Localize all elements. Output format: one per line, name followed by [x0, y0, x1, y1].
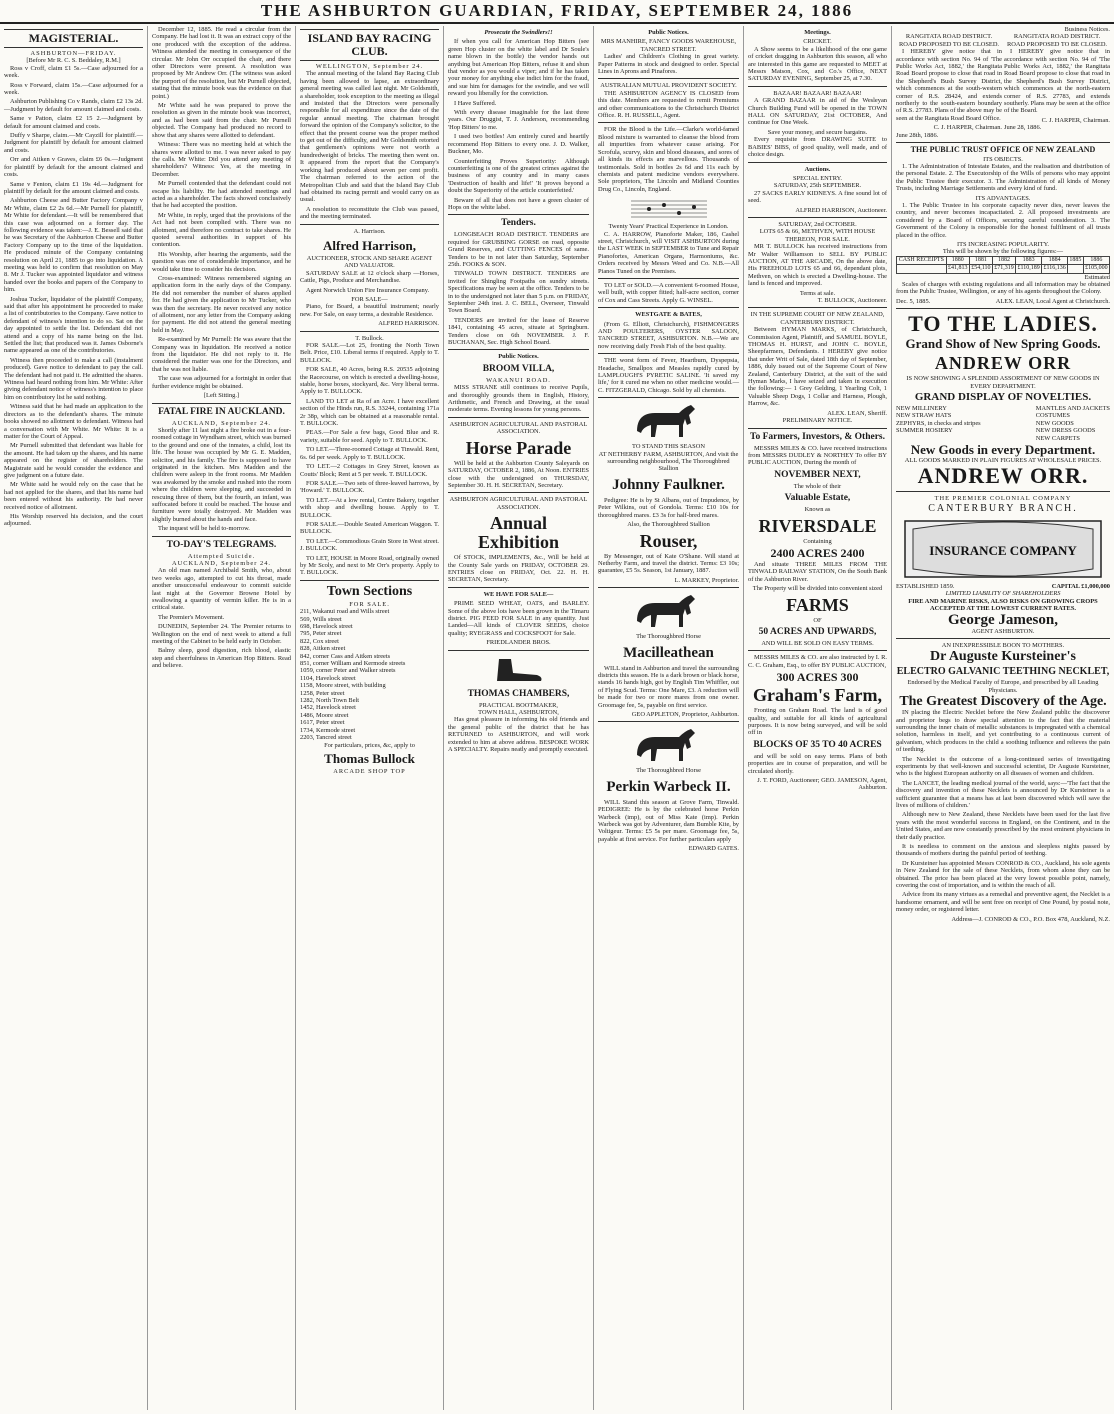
magisterial-bracket: [Before Mr R. C. S. Beddaley, R.M.] [26, 57, 121, 65]
telegrams-heading: TO-DAY'S TELEGRAMS. [166, 539, 277, 550]
fifty-acres: 50 ACRES AND UPWARDS, [758, 626, 877, 637]
whole-of-their: The whole of their [793, 482, 842, 490]
bazaar-body: A GRAND BAZAAR in aid of the Wesleyan Church Building Fund will be opened in the TOWN HALL ON SATURDAY, 21st OCTOBER, And continue for One Week. [748, 97, 887, 127]
section-item: 1452, Havelock street [300, 704, 356, 712]
paragraph: Mr Purnell submitted that defendant was liable for the amount. He had taken up the shares, and his name appeared on the register of shareholders. The Magistrate said he would consider the evidence and give judgment on a future date. [4, 442, 143, 479]
column-4 [444, 26, 594, 1410]
paragraph: The Necklet is the outcome of a long-continued series of investigating experiments by that well-known and successful scientist, Dr Auguste Kursteiner, who is the highest European authority on all diseases of women and children. [896, 755, 1110, 778]
paragraph: Same v Fenton, claim £1 19s 4d.—Judgment for plaintiff by default for the amount claimed and costs. [4, 180, 143, 195]
macil-sign: GEO APPLETON, Proprietor, Ashburton. [631, 710, 739, 718]
macil-heading: The Thoroughbred Horse [636, 633, 701, 641]
rangitata-a: RANGITATA ROAD DISTRICT. [905, 33, 993, 41]
easy-terms: AND WILL BE SOLD ON EASY TERMS. [761, 639, 874, 647]
rouser-sign: L. MARKEY, Proprietor. [674, 576, 739, 584]
bazaar-body2: Every requisite from DRAWING SUITE to BABIES' BIBS, of good quality, well made, and of choice design. [748, 136, 887, 159]
paragraph: Mr White said he was prepared to prove the resolution as given in the minute book was incorrect, and as had been said from the chair. Mr Purnell objected. The Company had produced no record to show that any shares were allotted to defendant. [152, 102, 291, 139]
tender-item: TENDERS are invited for the lease of Reserve 1841, containing 45 acres, situate at Springburn. Tenders close on 6th NOVEMBER. J. F. BUCHANAN, Sec. High School Board. [448, 316, 589, 347]
paragraph: Duffy v Sharpe, claim.—Mr Cayzill for plaintiff.—Judgment for plaintiff by default for amount claimed and costs. [4, 132, 143, 154]
fire-heading: FATAL FIRE IN AUCKLAND. [158, 406, 285, 417]
paragraph: His Worship, after hearing the arguments, said the question was one of considerable importance, and he would take time to consider his decision. [152, 250, 291, 273]
wheat-heading: WE HAVE FOR SALE— [483, 590, 554, 598]
stand-heading: TO STAND THIS SEASON [632, 443, 705, 451]
receipts-year: 1884 [1042, 256, 1068, 264]
horse-icon [629, 725, 709, 765]
column-5 [594, 26, 744, 1410]
road-notice-a [896, 33, 1002, 139]
receipts-value: £71,319 [994, 265, 1014, 272]
divide: The Property will be divided into convenient sized [752, 585, 883, 593]
every-department: New Goods in every Department. [910, 442, 1096, 458]
novelty-item: NEW DRESS GOODS [1035, 427, 1096, 435]
pop-sign: ALEX. LEAN, Local Agent at Christchurch. [995, 297, 1110, 305]
limited-liability: LIMITED LIABILITY OF SHAREHOLDERS [945, 590, 1061, 598]
receipts-value [1068, 265, 1083, 273]
perkin-body: WILL Stand this season at Grove Farm, Tinwald. PEDIGREE: He is by the celebrated horse Perkin Warbeck (imp), out of Miss Kate (imp). Perkin Warbeck was got by Adventurer, dam Bumble Kite, by Voltigeur. Terms: £5 5s per mare. Groomage fee, 5s, payable at first service. For further particulars apply [598, 798, 739, 843]
harrison-name: Alfred Harrison, [323, 237, 416, 253]
receipts-year: 1880 [946, 256, 969, 264]
known-as: Known as [804, 506, 831, 514]
auctions-heading: Auctions. [804, 165, 831, 173]
novelties-heading: GRAND DISPLAY OF NOVELTIES. [914, 391, 1092, 404]
paragraph: DUNEDIN, September 24. The Premier returns to Wellington on the end of next week to attend a full meeting of the Cabinet to be held early in October. [152, 623, 291, 646]
bullock-item: TO LET.—2 Cottages in Grey Street, known as Coutts' Block; Rent at 5 per week. T. BULLOCK. [300, 463, 439, 478]
macil-body: WILL stand in Ashburton and travel the surrounding districts this season. He is a dark brown or black horse, stands 16 hands high, got by English Tim Whiffler, out of Flying Scud. Terms: One Mare, £3. A reduction will be made for two or more mares from one owner. Groomage fee, 5s, payable on first service. [598, 664, 739, 709]
harrison-sale: SATURDAY SALE at 12 o'clock sharp —Horses, Cattle, Pigs, Produce and Merchandise. [300, 269, 439, 285]
court-heading: IN THE SUPREME COURT OF NEW ZEALAND, CANTERBURY DISTRICT. [750, 311, 885, 326]
paragraph: Mr White, in reply, urged that the provisions of the Act had not been complied with. There was no allotment, and therefore no contract to take shares. He quoted several authorities in support of his contention. [152, 211, 291, 249]
bullock-item: TO LET.—At a low rental, Centre Bakery, together with shop and dwelling house. Apply to T. BULLOCK. [300, 496, 439, 519]
receipts-value: £116,136 [1043, 265, 1066, 272]
premier-heading: THE PREMIER COLONIAL COMPANY [934, 495, 1072, 503]
special-entry: SPECIAL ENTRY. [792, 174, 842, 182]
section-item: 1104, Havelock street [300, 674, 356, 682]
section-item: 851, corner William and Kermode streets [300, 660, 406, 668]
music-score-icon [629, 197, 709, 219]
paragraph: Ashburton Publishing Co v Rands, claim £2 13s 2d.—Judgment by default for amount claimed and costs. [4, 98, 143, 113]
harrison-sign: ALFRED HARRISON. [378, 320, 439, 328]
broom-sub: WAKANUI ROAD. [486, 376, 551, 384]
bullock-terms: Terms at sale. [799, 289, 836, 297]
kidneys-sign: ALFRED HARRISON, Auctioneer. [795, 206, 887, 214]
section-item: 569, Wills street [300, 615, 342, 623]
exhibition-body: Of STOCK, IMPLEMENTS, &c., Will be held at the County Sale yards on FRIDAY, OCTOBER 29. ENTRIES close on FRIDAY, Oct. 22. H. H. SECRETAN, Secretary. [448, 554, 589, 584]
farms: FARMS [786, 594, 849, 615]
harrison-items: Piano, for Board, a beautiful instrument; nearly new. For Sale, on easy terms, a desirable Residence. [300, 303, 439, 318]
novelty-item: MANTLES AND JACKETS [1035, 405, 1110, 413]
chambers-role: PRACTICAL BOOTMAKER, [479, 701, 558, 709]
bazaar-tag: Save your money, and secure bargains. [767, 128, 868, 136]
bullock-heading: T. Bullock. [355, 334, 384, 342]
established-row [896, 583, 1110, 590]
preliminary-notice: PRELIMINARY NOTICE. [782, 417, 853, 425]
aandp-heading: ASHBURTON AGRICULTURAL AND PASTORAL ASSOCIATION. [449, 420, 588, 436]
paragraph: December 12, 1885. He read a circular from the Company. He had lost it. It was an extract copy of the one produced with the exception of the address. Witness attended the meeting in consequence of the circular. Mr John Orr occupied the chair, and there other Directors were present. A resolution was proposed by Mr Andrew Orr. (The witness was asked the purport of the resolution, but Mr Purnell objected, stating that the minute book was the evidence on that point.) [152, 26, 291, 100]
section-item: 211, Wakanui road and Wills street [300, 608, 390, 616]
necklet-heading: ELECTRO GALVANIC TEETHING NECKLET, [896, 666, 1110, 678]
sat-2: SATURDAY, 2nd OCTOBER. [778, 220, 857, 228]
boot-icon [489, 655, 549, 685]
fire-body [152, 427, 291, 533]
section-item: 1059, corner Peter and Walker streets [300, 667, 396, 675]
receipts-year: 1882 [992, 256, 1015, 264]
established: ESTABLISHED 1859. [896, 582, 955, 590]
objects-body: 1. The Administration of Intestate Estates, and the realisation and distribution of the personal Estate. 2. The Executorship of the Wills of persons who may appoint the Public Trustee their executor. 3. The Administration of all kinds of Money Trusts, including Marriage Settlements and every kind of fund. [896, 162, 1110, 193]
receipts-note: Estimated [1084, 273, 1110, 281]
exhibition-heading: Annual Exhibition [477, 513, 560, 553]
masthead: THE ASHBURTON GUARDIAN, FRIDAY, SEPTEMBER 24, 1886 [0, 0, 1114, 24]
section-item: 1258, Peter street [300, 689, 345, 697]
harrison-agent: A. Harrison. [353, 227, 386, 235]
chambers-body: Has great pleasure in informing his old friends and the general public of the district that he has RETURNED to ASHBURTON, and will work extended to him at above address. BESPOKE WORK A SPECIALTY. Repairs neatly and promptly executed. [448, 716, 589, 754]
column-1 [0, 26, 148, 1410]
paragraph: The annual meeting of the Island Bay Racing Club having been allowed to lapse, an extraordinary general meeting was called last night. Mr Goldsmith, a shareholder, took exception to the meeting as illegal and insisted that the Directors were personally responsible for all expenditure since the date of the regular annual meeting. The chairman brought forward the opinion of the Company's solicitor, to the effect that the present course was the proper method to get out of the difficulty, and Mr Goldsmith retorted that gentlemen's opinions were not worth a hundredweight of bricks. The meeting then went on. It appeared from the report that the Company's working had produced about seven per cent profit. The chairman referred to the action of the Metropolitan Club and said that the Island Bay Club had obtained its racing permit and would carry on as usual. [300, 70, 439, 204]
harper-a: C. J. HARPER, Chairman. [933, 124, 1002, 132]
jameson-name: George Jameson, [948, 611, 1058, 628]
novelties-right [1036, 405, 1110, 442]
novelty-item: ZEPHYRS, in checks and stripes [896, 419, 981, 427]
receipts-year: 1885 [1069, 256, 1082, 263]
paragraph: Witness: There was no meeting held at which the shares were allotted to me. I was never asked to pay the calls. Mr White: Did you attend any meeting of shareholders? Witness: Yes, at the meeting in December. [152, 141, 291, 178]
paragraph: The LANCET, the leading medical journal of the world, says:—'The fact that the discovery and invention of these Necklets is announced by Dr Kursteiner is a sufficient guarantee that a means has at last been discovered which will save the lives of millions of children.' [896, 779, 1110, 809]
receipts-table [896, 256, 1110, 274]
paragraph: Ashburton Cheese and Butter Factory Company v Mr White, claim £2 2s 6d.—Mr Purnell for plaintiff, Mr White for defendant.—It will be remembered that this case was adjourned on a former day. The following evidence was taken:—J. E. Bessell said that he was Secretary of the Ashburton Cheese and Butter Factory Company up to the time of the liquidation. He produced minute of the Company containing resolution on April 21, 1885 to go into liquidation. A meeting was held to confirm that resolution on May 8. Mr J. Tucker was appointed liquidator and witness handed over the books and papers of the Company to him. [4, 197, 143, 294]
paragraph: Mr White said he would rely on the case that he had not applied for the shares, and that his name had been entered without his authority. He had never received notice of allotment. [4, 481, 143, 511]
perkin-heading: The Thoroughbred Horse [636, 767, 701, 775]
rouser-body: By Messenger, out of Kate O'Shane. Will stand at Netherby Farm, and travel the district. Terms: £3 10s; guarantee, £5 5s. Season, 1st January, 1887. [598, 552, 739, 575]
tenders-body [448, 231, 589, 346]
telegrams-sub: Attempted Suicide. [187, 552, 256, 560]
aandp-heading-2: ASHBURTON AGRICULTURAL AND PASTORAL ASSOCIATION. [449, 496, 588, 511]
paragraph: Ross v Forward, claim 15s.—Case adjourned for a week. [4, 81, 143, 97]
paragraph: Witness said that he had made an application to the directors as to the defendant's shares. The minute books showed no allotment to defendant. Witness had a conversation with Mr White. Mr White: It is a matter for the Court of Appeal. [4, 403, 143, 440]
sections-list [300, 608, 439, 741]
paragraph: Joshua Tucker, liquidator of the plaintiff Company, said that after his appointment he proceeded to make a list of contributories to the Company. Gave notice to defendant of witness's intention to do so. Sat on the day appointed to settle the list. Defendant did not attend and a copy of his name being on the list. Settled the list; that produced was it. James Osborne's name appeared as one of the contributories. [4, 295, 143, 355]
paragraph: IN placing the Electric Necklet before the New Zealand public the discoverer and proprietor begs to draw special attention to the fact that the material surrounding the inner chain of metallic substances is impregnated with a chemical solution, harmless in itself, and yet contributing to a continuous current of galvanism, which produces in the child a soothing influence and relieves the pain of teething. [896, 709, 1110, 754]
hop-heading: Prosecute the Swindlers!! [484, 29, 553, 36]
bullock-auction-body: MR T. BULLOCK has received instructions from Mr Walter Williamson to SELL BY PUBLIC AUCTION, AT THE ARCADE, On the above date, His FREEHOLD LOTS 65 and 66, dependant plots, Methven, on which is erected a Dwelling-house. The land is fenced and improved. [748, 243, 887, 288]
bullock-item: FOR SALE, 40 Acres, being R.S. 20535 adjoining the Racecourse, on which is erected a dwelling-house, stable, horse boxes, stockyard, &c. Very liberal terms. Apply to T. BULLOCK. [300, 366, 439, 396]
wheat-sign: FRIEDLANDER BROS. [486, 639, 551, 647]
receipts-values-row [897, 265, 1110, 273]
andrew-orr: ANDREW ORR [934, 353, 1072, 374]
meetings-heading: Meetings. [804, 29, 831, 36]
bullock-item: TO LET.—Commodious Grain Store in West street. J. BULLOCK. [300, 537, 439, 553]
parade-body: Will be held at the Ashburton County Saleyards on SATURDAY, OCTOBER 2, 1886, At Noon. ENTRIES close with the undersigned on THURSDAY, September 30. H. H. SECRETAN, Secretary. [448, 459, 589, 489]
telegrams-body [152, 567, 291, 669]
kursteiner-heading: Dr Auguste Kursteiner's [930, 649, 1076, 665]
column-2 [148, 26, 296, 1410]
bullock-item: FOR SALE.—Double Seated American Waggon. T. BULLOCK. [300, 520, 439, 536]
pop-sign-row [896, 298, 1110, 305]
receipts-value: £41,813 [948, 265, 968, 272]
paragraph: The Premier's Movement. [158, 613, 225, 621]
road-closed-pair [896, 33, 1110, 139]
containing: Containing [803, 537, 832, 545]
paragraph: Although new to New Zealand, these Necklets have been used for the last five years with the most wonderful success in England, on the Continent, and in the United States, and are now constantly prescribed by the most eminent physicians in their daily practice. [896, 811, 1110, 841]
boon-heading: AN INEXPRESSIBLE BOON TO MOTHERS. [941, 641, 1065, 649]
grahams-farm: Graham's Farm, [753, 685, 882, 706]
magisterial-heading: MAGISTERIAL. [4, 29, 143, 48]
tender-item: LONGBEACH ROAD DISTRICT. TENDERS are required for GRUBBING GORSE on road, opposite Grand Reserves, and CUTTING FENCES of same. Tenders to be in not later than Saturday, September 25th. FOOKS & SON. [448, 231, 589, 268]
bullock-item: TO LET.—Three-roomed Cottage at Tinwald. Rent, 6s. 6d per week. Apply to T. BULLOCK. [300, 446, 439, 461]
insurance-logo-icon [903, 519, 1103, 579]
closed-body-a: I HEREBY give notice that in accordance with section No. 94 of 'The Public Works Act, 1882,' the Rangitata Road Board propose to close that road in the Shepherd's Bush Survey District, which commences at the south-western corner of R.S. 28424, and extends northerly to the south-eastern boundary of R.S. 27783. Plans of the above may be seen at the Rangitata Road Board Office. [896, 48, 1002, 122]
receipts-label: CASH RECEIPTS [897, 256, 947, 264]
let-body: TO LET or SOLD.—A convenient 6-roomed House, well built, with copper fitted; half-acre section, corner of Cox and Cass Streets. Apply G. WINSEL. [598, 281, 739, 304]
farmers-heading: To Farmers, Investors, & Others. [749, 431, 885, 442]
canterbury-branch: CANTERBURY BRANCH. [928, 502, 1078, 514]
paragraph: An old man named Archibald Smith, who, about two weeks ago, attempted to cut his throat, made another unsuccessful endeavour to commit suicide last night at the Governor Browne Hotel by swallowing a quantity of vermin killer. He is in a critical state. [152, 567, 291, 612]
paragraph: Advice from its many virtues as a remedial and preventive agent, the Necklet is a handsome ornament, and will be sent free on receipt of One Pound, by postal note, money order, or registered letter. [896, 891, 1110, 914]
harrow-heading: Twenty Years' Practical Experience in London. [608, 223, 729, 231]
lots-heading: LOTS 65 & 66, METHVEN, WITH HOUSE THEREON, FOR SALE. [759, 228, 876, 243]
receipts-year: 1881 [969, 256, 992, 264]
jameson-role: AGENT ASHBURTON. [971, 627, 1035, 635]
paragraph: Balmy sleep, good digestion, rich blood, elastic step and cheerfulness in American Hop Bitters. Read and believe. [152, 647, 291, 670]
novelty-item: NEW CARPETS [1035, 434, 1080, 442]
bullock-item: TO LET, HOUSE in Moore Road, originally owned by Mr Scoly, and next to Mr Orr's property. Apply to T. BULLOCK. [300, 554, 439, 577]
perkin-name: Perkin Warbeck II. [606, 778, 731, 795]
section-item: 1282, North Town Belt [300, 697, 360, 705]
rouser-name: Rouser, [639, 530, 698, 551]
bullock-auction-sign: T. BULLOCK, Auctioneer. [817, 297, 887, 304]
receipts-value: £110,189 [1017, 265, 1040, 272]
section-item: 1486, Moore street [300, 711, 349, 719]
necklet-body [896, 709, 1110, 914]
harrison-role: AUCTIONEER, STOCK AND SHARE AGENT AND VALUATOR. [306, 254, 433, 270]
sections-heading: Town Sections [326, 583, 413, 599]
notices-heading-4: Public Notices. [498, 353, 539, 361]
sections-sub: FOR SALE. [349, 600, 390, 608]
popularity-heading: ITS INCREASING POPULARITY. [956, 240, 1050, 248]
novelty-item: NEW STRAW HATS [896, 412, 952, 420]
paragraph: Re-examined by Mr Purnell: He was aware that the Company was in liquidation. He received a notice from the liquidator. He did not reply to it. He considered the matter was one for the Directors, and that he was not liable. [152, 336, 291, 373]
novelty-item: SUMMER HOSIERY [896, 427, 953, 435]
paragraph: Counterfeiting Proves Superiority: Although counterfeiting is one of the greatest crimes against the business of any country and in many cases 'Destruction of health and life!' 'It proves beyond a doubt the Superiority of the article counterfeited.' [448, 157, 589, 195]
situate: And situate THREE MILES FROM THE TINWALD RAILWAY STATION, On the South Bank of the Ashburton River. [748, 560, 887, 583]
advantages-heading: ITS ADVANTAGES. [975, 194, 1031, 202]
paragraph: With every disease imaginable for the last three years. Our Druggist, T. J. Anderson, recommending 'Hop Bitters' to me. [448, 109, 589, 131]
pop-footer: Scales of charges with existing regulations and all information may be obtained from the Public Trustee, Wellington, or any of his agents throughout the Colony. [896, 281, 1110, 296]
westgate-heading: WESTGATE & BATES, [635, 311, 702, 319]
court-body: Between HYMAN MARKS, of Christchurch, Commission Agent, Plaintiff, and SAMUEL BOYLE, THOMAS H. HURST, and JOHN C. BOYLE, Sheepfarmers, Defendants. I HEREBY give notice that under Writ of Sale, dated 18th day of September, 1886, duly issued out of the Supreme Court of New Zealand, Canterbury District, at the suit of the said Hyman Marks, I have seized and taken in execution the following:— 1 Grey Gelding, 1 Yearling Colt, 1 Valuable Sheep Dogs, 1 Collar and Harness, Plough, Harrow, &c. [748, 326, 887, 408]
novelty-item: NEW GOODS [1035, 419, 1074, 427]
acres-2400: 2400 ACRES 2400 [770, 545, 865, 560]
chambers-name: THOMAS CHAMBERS, [467, 688, 570, 699]
column-3 [296, 26, 444, 1410]
column-7 [892, 26, 1114, 1410]
orr-body: IS NOW SHOWING A SPLENDID ASSORTMENT OF NEW GOODS IN EVERY DEPARTMENT. [906, 375, 1100, 390]
novelties-list [896, 405, 1110, 442]
riversdale: RIVERSDALE [758, 515, 877, 536]
paragraph: Beware of all that does not have a green cluster of Hops on the white label. [448, 196, 589, 211]
bullock-item: FOR SALE.—Two sets of three-leaved harrows, by 'Howard.' T. BULLOCK. [300, 479, 439, 495]
section-item: 822, Cox street [300, 637, 339, 645]
faulkner-name: Johnny Faulkner. [612, 476, 725, 493]
paragraph: His Worship reserved his decision, and the court adjourned. [4, 512, 143, 528]
road-closed-a: ROAD PROPOSED TO BE CLOSED. [898, 40, 1000, 48]
parade-heading: Horse Parade [465, 437, 572, 458]
paragraph: Dr Kursteiner has appointed Messrs CONROD & CO., Auckland, his sole agents in New Zealand for the sale of these Necklets, from whom alone they can be obtained. The price has been placed at the very lowest possible point, namely, covering the cost of importation, and is within the reach of all. [896, 859, 1110, 890]
rangitata-b: RANGITATA ROAD DISTRICT. [1013, 33, 1101, 41]
harrow-body: C. A. HARROW, Pianoforte Maker, 186, Cashel street, Christchurch, will VISIT ASHBURTON during the LAST WEEK in SEPTEMBER to Tune and Repair Pianofortes, American Organs, Harmoniums, &c. Orders received by Messrs Weed and Co. N.B.—All Pianos Tuned on the Premises. [598, 230, 739, 275]
hop-body [448, 38, 589, 211]
kidneys-body: 27 SACKS EARLY KIDNEYS. A fine sound lot of seed. [748, 189, 887, 205]
trust-heading: THE PUBLIC TRUST OFFICE OF NEW ZEALAND [910, 145, 1096, 155]
horse-icon [629, 401, 709, 441]
objects-heading: ITS OBJECTS. [983, 155, 1023, 163]
macil-name: Macilleathean [623, 644, 714, 661]
rouser-heading: Also, the Thoroughbred Stallion [627, 521, 710, 529]
manhire-heading: MRS MANHIRE, FANCY GOODS WAREHOUSE, TANCRED STREET. [600, 38, 737, 53]
telegrams-dateline: AUCKLAND, September 24. [172, 560, 271, 567]
tenders-heading: Tenders. [501, 218, 536, 229]
novelty-item: COSTUMES [1035, 412, 1070, 420]
farmers-body: MESSRS MILES & CO. have received instructions from MESSRS DUDLEY & NORTHEY To offer BY PUBLIC AUCTION, During the month of [748, 444, 887, 467]
endorsed: Endorsed by the Medical Faculty of Europe, and prescribed by all Leading Physicians. [907, 679, 1099, 694]
bullock-item: LAND TO LET at Ra of an Acre. I have excellent section of the Hinds run, R.S. 33244, containing 171a 2r 38p, which can be obtained at a reasonable rental. T. BULLOCK. [300, 397, 439, 428]
receipts-blank [897, 265, 947, 273]
capital: CAPITAL £1,000,000 [1051, 582, 1110, 590]
road-closed-b: ROAD PROPOSED TO BE CLOSED. [1006, 40, 1108, 48]
receipts-value: £54,110 [971, 265, 991, 272]
cricket-heading: CRICKET. [803, 38, 832, 46]
club-heading: ISLAND BAY RACING CLUB. [300, 29, 439, 61]
popularity-sub: This will be shown by the following figures:— [942, 248, 1064, 256]
blocks-body: and will be sold on easy terms. Plans of both properties are in course of preparation, and will be circulated shortly. [748, 752, 887, 775]
date-a: June 28th, 1886. [896, 131, 939, 139]
broom-body: MISS STRANE still continues to receive Pupils, and thoroughly grounds them in English, History, Arithmetic, and French and Drawing, at the usual moderate terms. Evening lessons for young persons. [448, 384, 589, 414]
ladies-heading: TO THE LADIES. [908, 311, 1098, 337]
column-6 [744, 26, 892, 1410]
court-continued-body [152, 26, 291, 390]
bullock-item: PEAS.—For Sale a few bags, Good Blue and R. variety, suitable for seed. Apply to T. BULLOCK. [300, 429, 439, 444]
greatest-discovery: The Greatest Discovery of the Age. [899, 694, 1107, 710]
paragraph: Orr and Aitken v Graves, claim £6 0s.—Judgment for plaintiff by default for the amount claimed and costs. [4, 156, 143, 179]
advantages-body: 1. The Public Trustee in his corporate capacity never dies, never leaves the country, and never becomes incapacitated. 2. All proposed investments are considered by a Board of Officers, securing careful consideration. 3. The Government of the Colony is responsible for the honest fulfilment of all trusts placed in the office. [896, 201, 1110, 239]
paragraph: Witness then proceeded to make a call (instalment produced). Gave notice to defendant to pay the call. The defendant had not paid it. He admitted the shares. Witness had heard nothing from him. Mr White: After giving defendant notice of witness's intention to place him on contributory list he said nothing. [4, 356, 143, 401]
section-item: 1734, Kermode street [300, 726, 356, 734]
chambers-addr: TOWN HALL, ASHBURTON, [478, 709, 559, 716]
date-b: June 28, 1886. [1004, 124, 1042, 132]
closed-body-b: I HEREBY give notice that in accordance with section No. 94 of 'The Public Works Act, 1882,' the Rangitata Road Board propose to close that road in the Shepherd's Bush Survey District, which commences at the north-eastern corner of R.S. 27783, and extends southerly. Plans may be seen at the office of the Board. [1004, 48, 1110, 115]
section-item: 828, Aitken street [300, 645, 346, 653]
harrison-agency: Agent Norwich Union Fire Insurance Company. [306, 286, 430, 294]
club-body [300, 70, 439, 220]
paragraph: I used two bottles! Am entirely cured and heartily recommend Hop Bitters to every one. J. D. Walker, Buckner, Mo. [448, 133, 589, 156]
sections-addr: ARCADE SHOP TOP [333, 767, 406, 775]
harrison-forsale: FOR SALE— [351, 295, 388, 303]
conrod-address: Address—J. CONROD & CO., P.O. Box 478, Auckland, N.Z. [951, 915, 1110, 923]
faulkner-body: Pedigree: He is by St Albans, out of Impudence, by Peter Wilkins, out of Gondola. Terms: £10 10s for thoroughbred mares. £3 3s for half-bred mares. [598, 496, 739, 519]
november-next: NOVEMBER NEXT, [774, 469, 861, 480]
section-item: 698, Havelock street [300, 623, 353, 630]
paragraph: Ross v Croff, claim £1 5s.—Case adjourned for a week. [4, 64, 143, 80]
section-item: 2203, Tancred street [300, 734, 352, 742]
westgate-body: (From G. Elliott, Christchurch), FISHMONGERS AND POULTERERS, OYSTER SALOON, TANCRED STREET, ASHBURTON. N.B.—We are now receiving daily Fresh Fish of the best quality. [598, 320, 739, 350]
paragraph: Shortly after 11 last night a fire broke out in a four-roomed cottage in Wyndham street, which was burned to the ground and one of the inmates, a child, lost its life. The house was occupied by Mr G. E. Madden, solicitor, and his family. The fire is supposed to have originated in the kitchen. Mrs Madden and the children were asleep in the front rooms. Mr Madden was awakened by the smoke and rushed into the room where the children were sleeping, and succeeded in rescuing three of them, but the fourth, an infant, was suffocated before it could be reached. The house and furniture were totally destroyed. Mr Madden was slightly burned about the hands and face. [152, 426, 291, 523]
novelty-item: NEW MILLINERY [896, 405, 947, 413]
grand-show: Grand Show of New Spring Goods. [905, 336, 1101, 352]
left-sitting: [Left Sitting.] [203, 392, 240, 400]
notices-heading-5: Public Notices. [648, 29, 689, 36]
sections-footer: For particulars, prices, &c, apply to [324, 741, 415, 749]
broom-heading: BROOM VILLA, [482, 363, 555, 374]
manhire-body: Ladies' and Children's Clothing in great variety. Paper Patterns in stock and designed to order. Special Lines in Aprons and Pinafores. [598, 53, 739, 76]
bazaar-heading: BAZAAR! BAZAAR! BAZAAR! [773, 89, 862, 97]
paragraph: If when you call for American Hop Bitters (see green Hop cluster on the white label and Dr Soule's name blown in the bottle) the vendor hands out anything but American Hop Bitters, refuse it and shun that vendor as you would a viper; and if he has taken your money for anything else indict him for the fraud, and sue him for damages for the swindle, and we will reward you liberally for the conviction. [448, 38, 589, 98]
paragraph: It is needless to comment on the anxious and sleepless nights passed by thousands of mothers during the painful period of teething. [896, 843, 1110, 858]
perkin-sign: EDWARD GATES. [688, 845, 739, 853]
of: OF [813, 616, 822, 624]
sections-sign: Thomas Bullock [324, 750, 415, 766]
bullock-list [300, 342, 439, 577]
amp-heading: AUSTRALIAN MUTUAL PROVIDENT SOCIETY. [600, 82, 737, 90]
section-item: 842, corner Cass and Aitken streets [300, 652, 391, 660]
wheat-body: PRIME SEED WHEAT, OATS, and BARLEY. Some of the above lots have been grown in the Timaru district. PIG FEED FOR SALE in any quantity. Just Landed—All kinds of CLOVER SEEDS, choice quality; RYEGRASS and COCKSFOOT for Sale. [448, 600, 589, 637]
receipts-year: 1883 [1016, 256, 1042, 264]
pop-date: Dec. 5, 1885. [896, 297, 931, 305]
sat-25: SATURDAY, 25th SEPTEMBER. [773, 182, 862, 190]
insurance-logo-text: INSURANCE COMPANY [929, 542, 1077, 558]
three-hundred: 300 ACRES 300 [776, 670, 859, 685]
receipts-value: £105,000 [1085, 265, 1108, 272]
section-item: 1158, Moore street, with building [300, 682, 386, 690]
stand-at: AT NETHERBY FARM, ASHBURTON, And visit the surrounding neighbourhood, The Thoroughbred Stallion [598, 450, 739, 473]
blood-body: FOR the Blood is the Life.—Clarke's world-famed Blood mixture is warranted to cleanse the blood from all impurities from whatever cause arising. For Scrofula, scurvy, skin and blood diseases, and sores of all kinds its effects are marvellous. Thousands of testimonials. Sold in bottles 2s 6d and 11s each by chemists and patent medicine vendors everywhere. Sole proprietors, The Lincoln and Midland Counties Drug Co., Lincoln, England. [598, 126, 739, 193]
section-item: 1617, Peter street [300, 719, 345, 727]
magisterial-dateline: ASHBURTON—FRIDAY. [30, 50, 117, 57]
bullock-item: FOR SALE.—Lot 25, fronting the North Town Belt. Price, £10. Liberal terms if required. Apply to T. BULLOCK. [300, 342, 439, 364]
blocks: BLOCKS OF 35 TO 40 ACRES [753, 739, 882, 750]
valuable-estate: Valuable Estate, [784, 493, 851, 504]
receipts-years-row [897, 256, 1110, 264]
receipts-year: 1886 [1083, 256, 1109, 264]
cricket-body: A Show seems to be a likelihood of the one game of cricket dragging in Ashburton this season, all who are interested in this game are requested to MEET at Messrs Matson, Cox, and Co.'s Office, NEXT SATURDAY EVENING, September 25, at 7.30. [748, 45, 887, 83]
saline-body: THE worst form of Fever, Heartburn, Dyspepsia, Headache, Smallpox and Measles rapidly cured by LAMPLOUGH'S PYRETIC SALINE. 'It saved my life,' for it cured me when no other medicine would.—C. FITZGERALD, Chicago. Sold by all chemists. [598, 357, 739, 394]
court-sign: ALEX. LEAN, Sheriff. [827, 409, 887, 417]
paragraph: A resolution to reconstitute the Club was passed, and the meeting terminated. [300, 205, 439, 221]
paragraph: Mr Purnell contended that the defendant could not escape his liability. He had attended meetings and acted as a shareholder. The facts showed conclusively that he had accepted the position. [152, 180, 291, 210]
magisterial-body [4, 65, 143, 528]
paragraph: The inquest will be held to-morrow. [158, 525, 250, 533]
harper-b: C. J. HARPER, Chairman. [1041, 116, 1110, 124]
paragraph: I Have Suffered. [454, 99, 497, 107]
grahams-body: Fronting on Graham Road. The land is of good quality, and suitable for all kinds of agricultural purposes. It is now being surveyed, and will be sold off in [748, 707, 887, 737]
club-dateline: WELLINGTON, September 24. [315, 63, 424, 70]
grahams-intro: MESSRS MILES & CO. are also instructed by I. R. C. C. Graham, Esq., to offer BY PUBLIC AUCTION, [748, 654, 887, 669]
fire-marine: FIRE AND MARINE RISKS, ALSO RISKS ON GROWING CROPS ACCEPTED AT THE LOWEST CURRENT RATES. [908, 597, 1098, 613]
andrew-orr-2: ANDREW ORR. [917, 463, 1089, 489]
tender-item: TINWALD TOWN DISTRICT. TENDERS are invited for Shingling Footpaths on sundry streets. Specifications may be seen at the office. Tenders to be in to the undersigned not later than 5 p.m. on FRIDAY, September 24th inst. J. C. BELL, Overseer, Tinwald Town Board. [448, 270, 589, 315]
business-notices-heading: Business Notices. [1064, 26, 1110, 33]
fire-dateline: AUCKLAND, September 24. [172, 419, 271, 427]
horse-icon [629, 591, 709, 631]
paragraph: Same v Patton, claim £2 15 2.—Judgment by default for amount claimed and costs. [4, 115, 143, 130]
grahams-sign: J. T. FORD, Auctioneer; GEO. JAMESON, Agent, Ashburton. [757, 777, 887, 792]
paragraph: The case was adjourned for a fortnight in order that further evidence might be obtained. [152, 375, 291, 390]
section-item: 795, Peter street [300, 630, 342, 638]
paragraph: Cross-examined: Witness remembered signing an application form in the early days of the Company. He did not remember the number of shares applied for. He had given the application to Mr Tucker, who was then the secretary. He never received any notice of allotment, nor any letter from the Company asking for payment. He did not attend the general meeting held in May. [152, 275, 291, 334]
novelties-left [896, 405, 981, 442]
road-notice-b [1004, 33, 1110, 139]
wholesale: ALL GOODS MARKED IN PLAIN FIGURES AT WHOLESALE PRICES. [904, 457, 1102, 465]
amp-body: THE ASHBURTON AGENCY IS CLOSED from this date. Members are requested to remit Premiums and other communications to the Christchurch District Office. R. H. RUSSELL, Agent. [598, 89, 739, 120]
